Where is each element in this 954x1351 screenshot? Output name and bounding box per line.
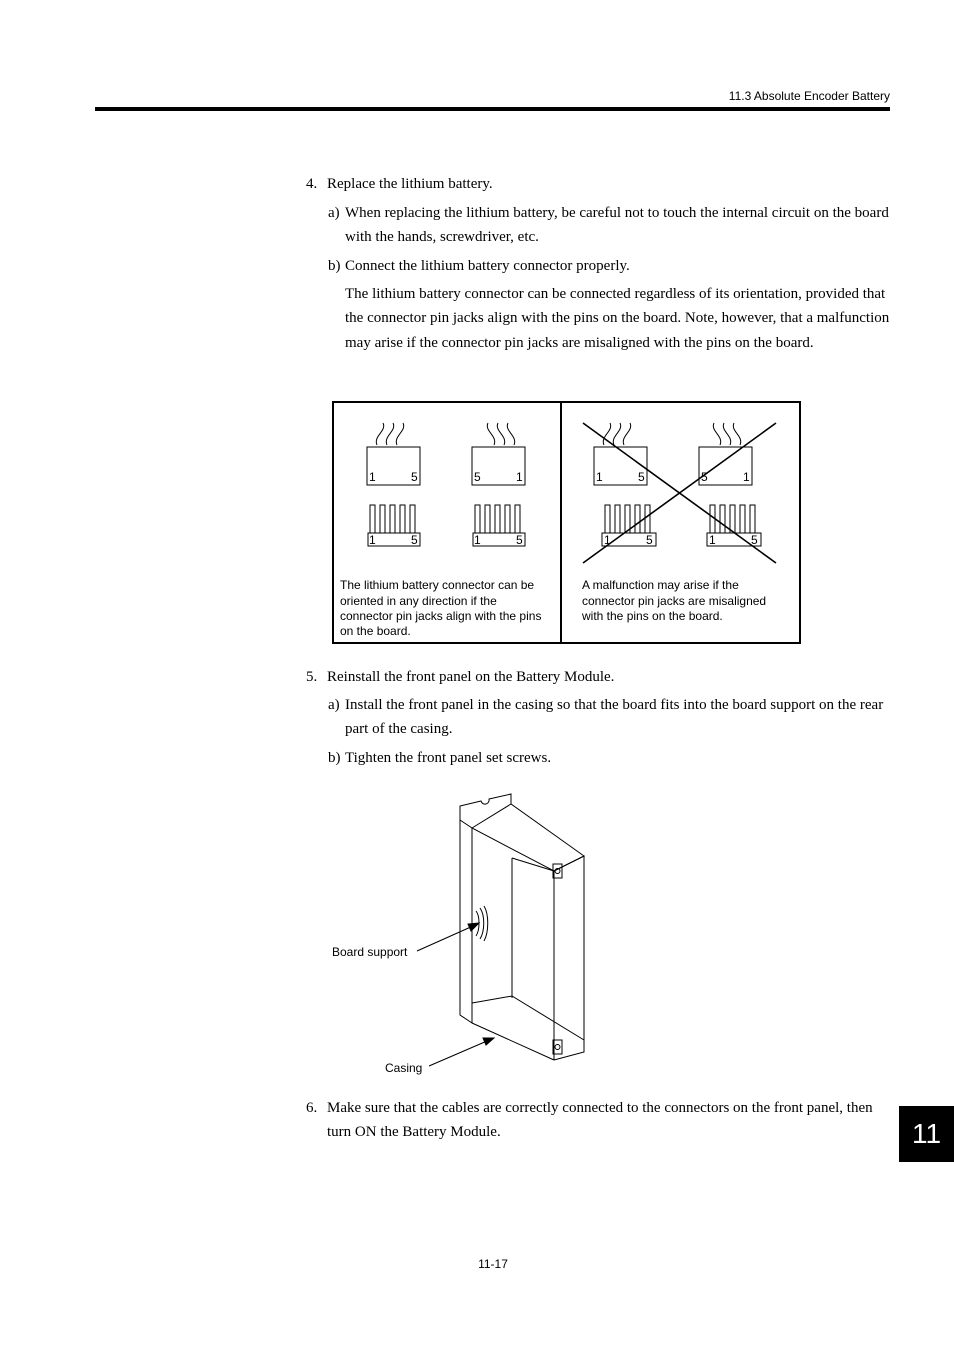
step-5b-text: Tighten the front panel set screws. xyxy=(345,750,552,766)
casing-icon xyxy=(460,794,584,1060)
chapter-tab: 11 xyxy=(899,1106,954,1162)
step-6-number: 6. xyxy=(306,1100,318,1116)
caption-ng-line: connector pin jacks are misaligned xyxy=(582,594,767,608)
pin-label: 5 xyxy=(646,533,653,547)
header-rule xyxy=(95,107,890,111)
board-support-label: Board support xyxy=(332,945,408,959)
step-4a-label: a) xyxy=(328,205,340,221)
caption-ng-line: A malfunction may arise if the xyxy=(582,578,739,592)
step-4b-text: Connect the lithium battery connector properly. xyxy=(345,258,630,274)
pin-label: 1 xyxy=(596,470,603,484)
cross-out-icon xyxy=(583,423,776,563)
step-4b-label: b) xyxy=(328,258,341,274)
pin-label: 5 xyxy=(701,470,708,484)
casing-label: Casing xyxy=(385,1061,423,1075)
step-5a-label: a) xyxy=(328,697,340,713)
pin-label: 1 xyxy=(743,470,750,484)
step-4b-note: The lithium battery connector can be connected regardless of its orientation, provided that the connector pin jacks align with the pins on the board. Note, however, that a malfunction may arise if the connector pin jacks are misaligned with the pins on the board. xyxy=(345,286,890,351)
caption-ok-line: connector pin jacks align with the pins xyxy=(340,609,542,623)
step-4a-text: When replacing the lithium battery, be careful not to touch the internal circuit on the board with the hands, screwdriver, etc. xyxy=(345,205,889,246)
caption-ng-line: with the pins on the board. xyxy=(582,609,723,623)
pin-label: 5 xyxy=(516,533,523,547)
pin-label: 5 xyxy=(751,533,758,547)
step-5-text: Reinstall the front panel on the Battery Module. xyxy=(327,669,615,685)
page-number: 11-17 xyxy=(478,1257,508,1271)
step-6-text: Make sure that the cables are correctly connected to the connectors on the front panel, then turn ON the Battery Module. xyxy=(327,1100,873,1141)
casing-figure xyxy=(325,788,615,1083)
pin-label: 5 xyxy=(411,533,418,547)
step-5a-text: Install the front panel in the casing so that the board fits into the board support on the rear part of the casing. xyxy=(345,697,884,738)
running-header: 11.3 Absolute Encoder Battery xyxy=(728,89,890,103)
pin-label: 5 xyxy=(638,470,645,484)
caption-ok-line: The lithium battery connector can be xyxy=(340,578,535,592)
pin-label: 5 xyxy=(474,470,481,484)
pin-label: 1 xyxy=(369,470,376,484)
leader-arrows xyxy=(417,923,494,1066)
pin-label: 1 xyxy=(709,533,716,547)
step-5-number: 5. xyxy=(306,669,318,685)
caption-ok-line: oriented in any direction if the xyxy=(340,594,497,608)
pin-label: 5 xyxy=(411,470,418,484)
pin-label: 1 xyxy=(604,533,611,547)
step-4-number: 4. xyxy=(306,176,318,192)
pin-label: 1 xyxy=(369,533,376,547)
step-5b-label: b) xyxy=(328,750,341,766)
pin-label: 1 xyxy=(474,533,481,547)
caption-ok-line: on the board. xyxy=(340,624,411,638)
pin-label: 1 xyxy=(516,470,523,484)
connector-orientation-figure xyxy=(332,401,801,644)
step-4-text: Replace the lithium battery. xyxy=(327,176,493,192)
